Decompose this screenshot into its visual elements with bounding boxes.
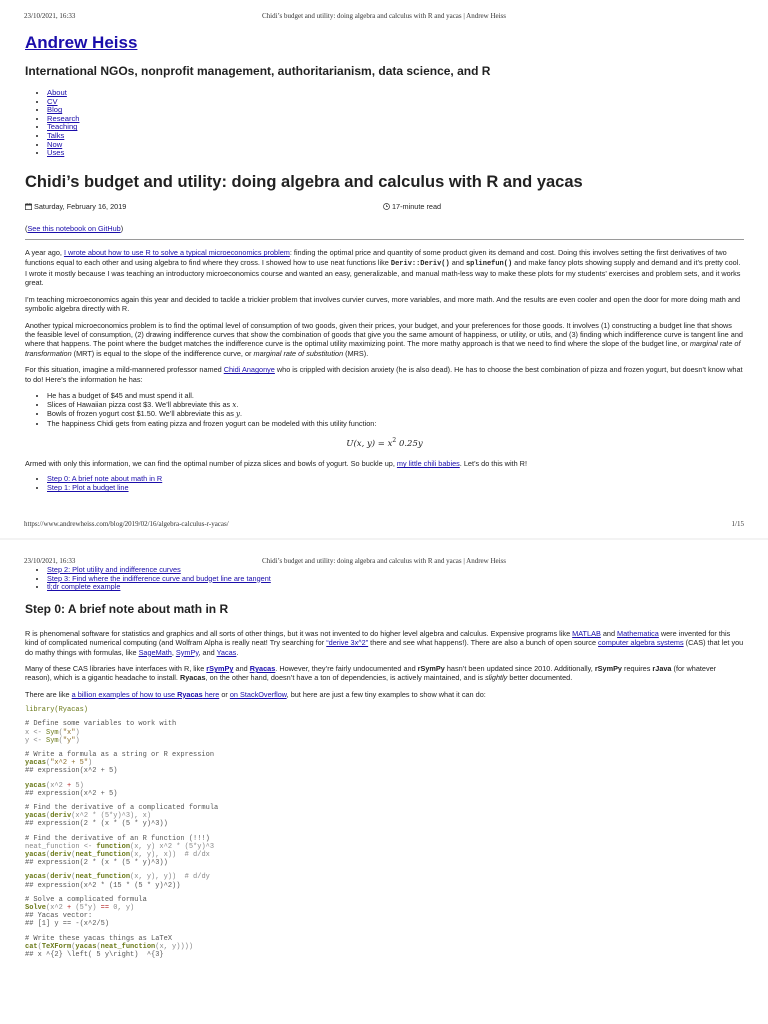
nav-item-blog: [47, 106, 744, 115]
code-block: [25, 782, 744, 798]
text: .: [236, 647, 239, 657]
link-text: rSymPy: [206, 664, 234, 673]
code-token: ): [75, 728, 80, 737]
code-token: (: [46, 851, 51, 860]
clock-icon: [383, 203, 390, 210]
print-doc-title: Chidi’s budget and utility: doing algebra and calculus with R and yacas | Andrew Heiss: [261, 12, 507, 20]
chidi-link[interactable]: Chidi Anagonye: [223, 365, 275, 375]
step0-paragraph-1: [25, 629, 744, 657]
code-token: (: [58, 736, 63, 745]
link-text: a billion examples of how to use: [71, 689, 178, 699]
text: , and: [198, 647, 217, 657]
text: .: [236, 400, 239, 410]
text: (MRT) is equal to the slope of the indifference curve, or: [71, 348, 254, 358]
info-list: [25, 391, 744, 428]
code-output: ## expression(x^2 + 5): [25, 767, 118, 776]
print-doc-title: Chidi’s budget and utility: doing algebra and calculus with R and yacas | Andrew Heiss: [261, 557, 507, 565]
reading-time: 17-minute read: [392, 201, 442, 211]
code-token: "x": [62, 728, 76, 737]
text: requires: [622, 664, 653, 673]
intro-paragraph-4: [25, 365, 744, 384]
code-token: (: [46, 812, 51, 821]
text: : finding the optimal price and quantity of some product given its demand and cost. Doing this involves setting the first derivatives of two functions equal to each other and using algebra to find where they cross. I showed how to use neat functions like: [25, 248, 727, 267]
print-url: https://www.andrewheiss.com/blog/2019/02/16/algebra-calculus-r-yacas/: [24, 520, 229, 528]
toc-link-step-0[interactable]: Step 0: A brief note about math in R: [47, 474, 163, 484]
nav-link-now[interactable]: Now: [47, 139, 63, 149]
code-output: ## expression(x^2 + 5): [25, 789, 118, 798]
toc-item: [47, 583, 744, 592]
site-title-link[interactable]: Andrew Heiss: [25, 33, 138, 52]
text: Bowls of frozen yogurt cost $1.50. We’ll abbreviate this as: [47, 409, 236, 419]
code-token: (: [96, 942, 101, 951]
reading-time-wrap: [383, 202, 441, 211]
toc-link-step-1[interactable]: Step 1: Plot a budget line: [47, 483, 129, 493]
formula-exponent: 2: [392, 436, 397, 444]
text: R is phenomenal software for statistics and graphics and all sorts of other things, but it was not invented to do higher level algebra and calculus. Expensive programs like: [25, 628, 573, 638]
nav-item-about: [47, 89, 744, 98]
code-token: ): [75, 736, 80, 745]
bold-text: rSymPy: [417, 664, 445, 673]
text: Another typical microeconomics problem is to find the optimal level of consumption of two goods, given their prices, your budget, and your preferences for those goods. It involves (1) constructing a budget line that shows the feasible level of consumption, (2) drawing indifference curves that show the combination of goods that give you the same amount of happiness, or utility, or utils, and (3) finding which indifference curve is tangent line and where that happens. The point where the budget matches the indifference curve is the optimal utility maximizing point. The more mathy approach is that we need to find where the slope of the budget line, or: [25, 320, 743, 349]
code-token: +: [67, 904, 72, 913]
code-block: [25, 720, 744, 745]
paren-close: ): [120, 223, 124, 233]
code-token: yacas: [25, 873, 47, 882]
mathematica-link[interactable]: Mathematica: [617, 628, 659, 638]
code-token: (: [58, 728, 63, 737]
code-block: [25, 804, 744, 829]
matlab-link[interactable]: MATLAB: [572, 628, 601, 638]
utility-formula: [25, 436, 744, 449]
list-item: [47, 409, 744, 418]
step-0-heading: Step 0: A brief note about math in R: [25, 601, 229, 616]
text: Slices of Hawaiian pizza cost $3. We’ll abbreviate this as: [47, 400, 233, 410]
sympy-link[interactable]: SymPy: [175, 647, 199, 657]
bold-text: rSymPy: [594, 664, 622, 673]
formula-rhs: 0.25y: [396, 438, 423, 449]
text: Armed with only this information, we can find the optimal number of pizza slices and bowls of yogurt. So buckle up,: [25, 459, 397, 469]
text: .: [240, 409, 243, 419]
code-token: neat_function <-: [25, 842, 97, 851]
code-comment: # Solve a complicated formula: [25, 895, 147, 904]
chili-babies-link[interactable]: my little chili babies: [396, 459, 460, 469]
text: (for whatever reason), which is a gigantic headache to install.: [25, 664, 717, 683]
code-token: yacas: [25, 851, 47, 860]
code-output: ## expression(2 * (x * (5 * y)^3)): [25, 859, 168, 868]
cas-link[interactable]: computer algebra systems: [598, 638, 684, 648]
text: or: [219, 689, 230, 699]
text: . Let’s do this with R!: [459, 459, 527, 469]
code-block: [25, 873, 744, 889]
text: There are like: [25, 689, 72, 699]
code-token: (5*y): [71, 904, 101, 913]
code-token: (x, y), x)) # d/dx: [130, 851, 210, 860]
link-text: Ryacas: [177, 689, 203, 699]
nav-item-teaching: [47, 123, 744, 132]
notebook-link[interactable]: See this notebook on GitHub: [27, 223, 121, 233]
code-token: (: [37, 942, 42, 951]
nav-link-about[interactable]: About: [47, 88, 67, 97]
text: better documented.: [507, 673, 573, 683]
nav-item-uses: [47, 149, 744, 158]
site-tagline: International NGOs, nonprofit management, authoritarianism, data science, and R: [25, 64, 491, 78]
ryacas-link[interactable]: [250, 664, 276, 673]
post-date-wrap: [25, 202, 126, 211]
code-token: (: [71, 942, 76, 951]
code-token: (x, y) x^2 * (5*y)^3: [130, 842, 215, 851]
inline-code-deriv: Deriv::Deriv(): [390, 259, 450, 268]
post-date: Saturday, February 16, 2019: [34, 201, 127, 211]
nav-item-cv: [47, 98, 744, 107]
print-datetime: 23/10/2021, 16:33: [24, 557, 76, 565]
text: (MRS).: [343, 348, 369, 358]
code-token: ): [88, 759, 93, 768]
intro-paragraph-1: [25, 248, 744, 288]
code-token: neat_function: [100, 942, 156, 951]
text: For this situation, imagine a mild-mannered professor named: [25, 365, 224, 375]
code-token: "x^2 + 5": [50, 759, 89, 768]
code-token: cat: [25, 942, 38, 951]
code-token: (x, y), y)) # d/dy: [130, 873, 210, 882]
sagemath-link[interactable]: SageMath: [138, 647, 172, 657]
toc-link-step-2[interactable]: Step 2: Plot utility and indifference curves: [47, 565, 181, 574]
nav-link-teaching[interactable]: Teaching: [47, 122, 78, 132]
code-line: library(Ryacas): [25, 706, 89, 715]
rsympy-link[interactable]: [206, 664, 233, 673]
table-of-contents-continued: [25, 566, 744, 592]
intro-paragraph-3: [25, 321, 744, 359]
toc-item: [47, 484, 744, 493]
bold-text: Ryacas: [179, 673, 206, 683]
toc-link-tldr[interactable]: tl;dr complete example: [47, 582, 121, 592]
math-variable: y: [235, 409, 240, 419]
code-token: x <-: [25, 728, 47, 737]
code-token: "y": [62, 736, 76, 745]
code-token: yacas: [25, 812, 47, 821]
page-2-content: [25, 566, 744, 965]
code-token: yacas: [75, 942, 97, 951]
code-token: (x^2 * (5*y)^3), x): [71, 812, 152, 821]
text: ,: [171, 647, 176, 657]
yacas-link[interactable]: Yacas: [216, 647, 237, 657]
list-item: • The happiness Chidi gets from eating pizza and frozen yogurt can be modeled with this utility function:: [47, 419, 744, 428]
code-block: [25, 751, 744, 776]
site-title[interactable]: [25, 32, 744, 54]
text: (CAS) that let you do mathy things with formulas, like: [25, 638, 744, 657]
formula-lhs: U(x, y) = x: [346, 438, 393, 449]
text: were invented for this kind of complicated numerical computing (and Wolfram Alpha is really neat! Try searching for: [25, 628, 731, 648]
code-token: 5): [71, 781, 84, 790]
code-token: 0, y): [109, 904, 135, 913]
post-meta: [25, 202, 744, 214]
site-nav: [25, 89, 744, 158]
text: who is crippled with decision anxiety (he is also dead). He has to choose the best combination of pizza and frozen yogurt, but doesn’t know what to do! Here’s the information he has:: [25, 365, 743, 384]
nav-item-research: [47, 115, 744, 124]
bold-text: rJava: [652, 664, 672, 673]
code-token: Sym: [46, 728, 59, 737]
list-item: • He has a budget of $45 and must spend it all.: [47, 391, 744, 400]
code-token: TeXForm: [41, 942, 72, 951]
code-token: deriv: [50, 851, 72, 860]
code-comment: # Define some variables to work with: [25, 720, 177, 729]
previous-post-link[interactable]: I wrote about how to use R to solve a typical microeconomics problem: [63, 248, 290, 258]
text: , on the other hand, doesn’t have a ton of dependencies, is actively maintained, and is: [205, 673, 486, 683]
calendar-icon: [25, 203, 32, 210]
code-token: neat_function: [75, 851, 131, 860]
notebook-link-line: [25, 224, 744, 233]
code-token: (: [71, 873, 76, 882]
text: and: [233, 664, 250, 673]
text: Many of these CAS libraries have interfaces with R, like: [25, 664, 207, 673]
emphasis: slightly: [485, 673, 508, 683]
code-token: y <-: [25, 736, 47, 745]
table-of-contents: [25, 475, 744, 492]
code-token: ==: [100, 904, 110, 913]
code-token: function: [96, 842, 131, 851]
nav-item-now: [47, 141, 744, 150]
code-token: (x, y)))): [155, 942, 194, 951]
code-comment: # Find the derivative of a complicated formula: [25, 804, 219, 813]
code-token: yacas: [25, 759, 47, 768]
step0-paragraph-3: [25, 690, 744, 699]
code-token: (x^2: [46, 781, 68, 790]
text: and: [449, 257, 466, 267]
code-token: neat_function: [75, 873, 131, 882]
toc-link-step-3[interactable]: Step 3: Find where the indifference curve and budget line are tangent: [47, 573, 271, 583]
code-comment: # Write a formula as a string or R expression: [25, 751, 215, 760]
inline-code-splinefun: splinefun(): [465, 259, 513, 268]
code-output: ## Yacas vector:: [25, 912, 93, 921]
code-block: [25, 935, 744, 960]
code-block: [25, 896, 744, 929]
code-token: Solve: [25, 904, 47, 913]
nav-link-research[interactable]: Research: [47, 113, 80, 123]
text: . However, they’re fairly undocumented and: [275, 664, 418, 673]
code-token: +: [67, 781, 72, 790]
print-page-number: 1/15: [731, 520, 744, 528]
code-block: [25, 706, 744, 714]
nav-link-cv[interactable]: CV: [47, 96, 58, 106]
code-token: (: [46, 759, 51, 768]
code-token: deriv: [50, 873, 72, 882]
link-text: here: [202, 689, 220, 699]
code-token: deriv: [50, 812, 72, 821]
code-output: ## x ^{2} \left( 5 y\right) ^{3}: [25, 951, 164, 960]
nav-item-talks: [47, 132, 744, 141]
code-comment: # Find the derivative of an R function (!!!): [25, 834, 210, 843]
math-variable: x: [232, 400, 237, 410]
header-rule: [25, 239, 744, 240]
code-comment: # Write these yacas things as LaTeX: [25, 934, 173, 943]
code-output: ## [1] y == -(x^2/5): [25, 920, 110, 929]
text: A year ago,: [25, 248, 64, 258]
code-output: ## expression(2 * (x * (5 * y)^3)): [25, 820, 168, 829]
nav-link-blog[interactable]: Blog: [47, 105, 63, 115]
intro-paragraph-2: I’m teaching microeconomics again this year and decided to tackle a trickier problem that involves curvier curves, more variables, and more math. And the results are even cooler and open the door for more doing math and symbolic algebra directly with R.: [25, 294, 741, 314]
code-output: ## expression(x^2 * (15 * (5 * y)^2)): [25, 881, 181, 890]
post-title: Chidi’s budget and utility: doing algebra and calculus with R and yacas: [25, 172, 583, 191]
text: hasn’t been updated since 2010. Additionally,: [444, 664, 595, 673]
code-block: [25, 835, 744, 868]
nav-link-uses[interactable]: Uses: [47, 148, 65, 158]
toc-item: [47, 475, 744, 484]
print-header: [24, 12, 744, 22]
text: there and see what happens!). There are also a bunch of open source: [368, 638, 599, 648]
paren-open: (: [25, 223, 28, 233]
intro-paragraph-5: [25, 459, 744, 468]
toc-item: [47, 575, 744, 584]
emphasis: marginal rate of substitution: [253, 348, 344, 358]
stackoverflow-link[interactable]: on StackOverflow: [229, 689, 287, 699]
page-content: [25, 32, 744, 493]
emphasis: marginal rate of transformation: [25, 339, 741, 358]
list-item: [47, 400, 744, 409]
code-token: (: [71, 851, 76, 860]
ryacas-examples-link[interactable]: [72, 690, 220, 699]
link-text: Ryacas: [249, 664, 276, 673]
print-footer: [24, 520, 744, 530]
text: , but here are just a few tiny examples to show what it can do:: [286, 689, 486, 699]
wolfram-derive-link[interactable]: “derive 3x^2”: [326, 638, 369, 648]
code-token: Sym: [46, 736, 59, 745]
print-datetime: 23/10/2021, 16:33: [24, 12, 76, 20]
nav-link-talks[interactable]: Talks: [47, 130, 65, 140]
code-token: (: [46, 873, 51, 882]
code-token: (x^2: [46, 904, 68, 913]
step0-paragraph-2: [25, 664, 744, 683]
text: and make fancy plots showing supply and demand and it’s pretty cool. I wrote it mostly because I was teaching an introductory microeconomics course and wanted an easy, generalizable, and manual math-less way to make these plots for my students’ exercises and problem sets, and it works great.: [25, 257, 741, 288]
code-token: yacas: [25, 781, 47, 790]
text: and: [600, 628, 618, 638]
